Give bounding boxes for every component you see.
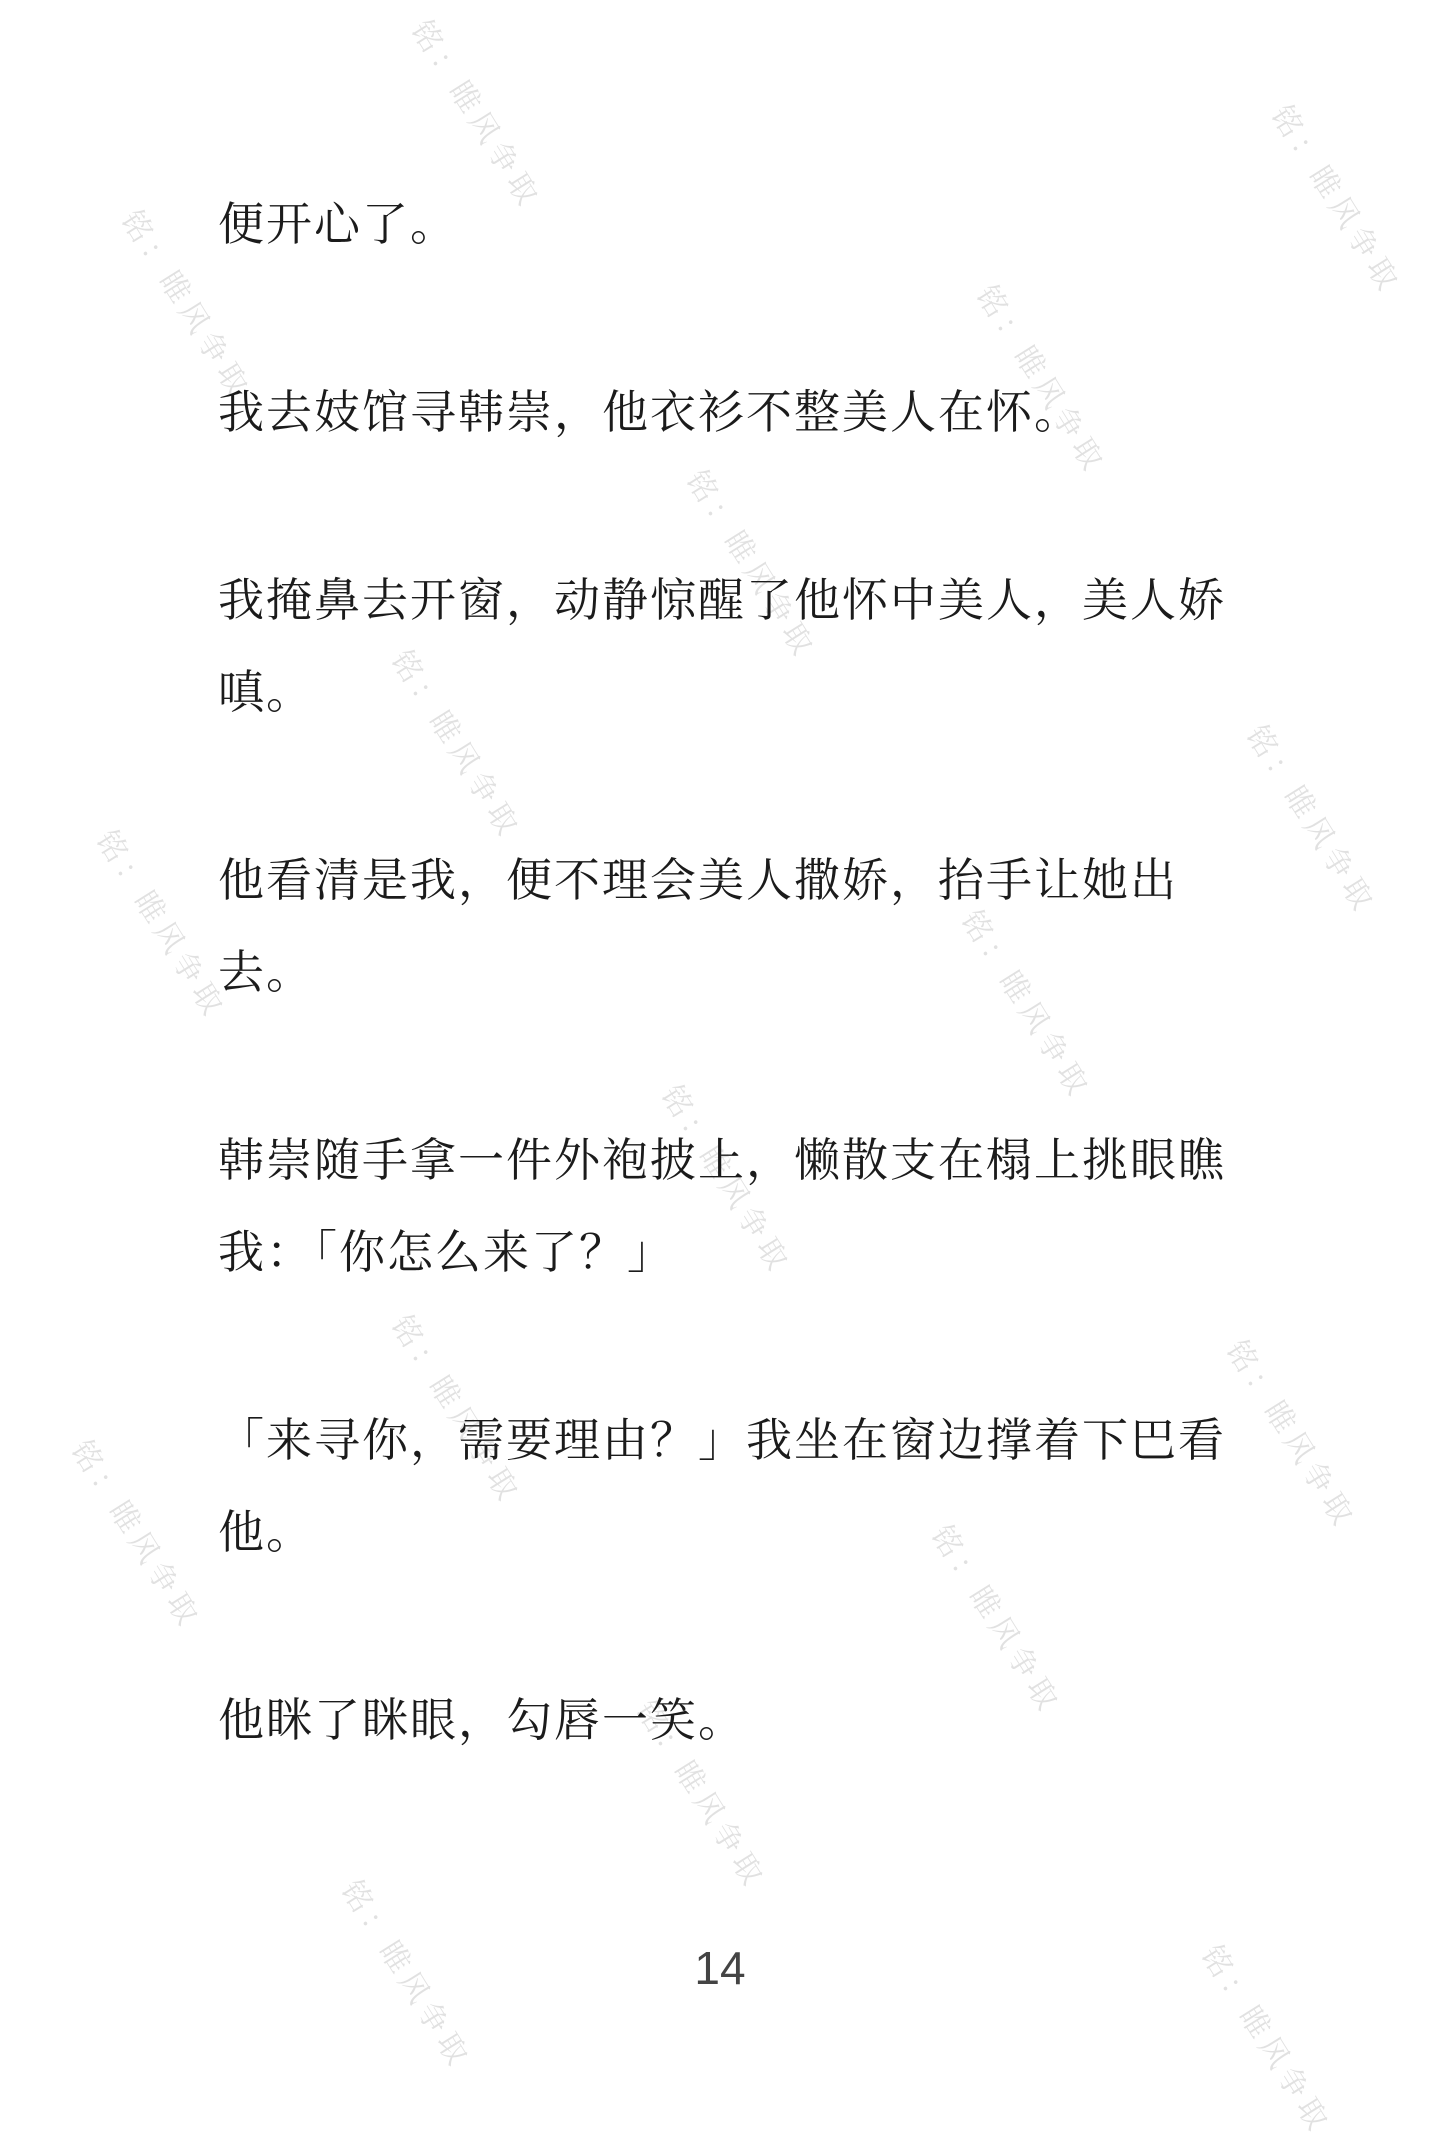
watermark: 铭：睢风争取 bbox=[63, 1434, 208, 1636]
watermark: 铭：睢风争取 bbox=[383, 644, 528, 846]
watermark: 铭：睢风争取 bbox=[113, 204, 258, 406]
watermark: 铭：睢风争取 bbox=[628, 1694, 773, 1896]
watermark: 铭：睢风争取 bbox=[968, 279, 1113, 481]
paragraph: 我掩鼻去开窗，动静惊醒了他怀中美人，美人娇嗔。 bbox=[218, 573, 1226, 719]
watermark: 铭：睢风争取 bbox=[1218, 1334, 1363, 1536]
watermark: 铭：睢风争取 bbox=[923, 1519, 1068, 1721]
watermark: 铭：睢风争取 bbox=[953, 904, 1098, 1106]
watermark: 铭：睢风争取 bbox=[1193, 1939, 1338, 2141]
watermark: 铭：睢风争取 bbox=[1263, 99, 1408, 301]
watermark: 铭：睢风争取 bbox=[333, 1874, 478, 2076]
paragraph: 「来寻你，需要理由？」我坐在窗边撑着下巴看他。 bbox=[218, 1413, 1226, 1559]
watermark: 铭：睢风争取 bbox=[403, 14, 548, 216]
watermark: 铭：睢风争取 bbox=[1238, 719, 1383, 921]
paragraph: 韩崇随手拿一件外袍披上，懒散支在榻上挑眼瞧我：「你怎么来了？」 bbox=[218, 1133, 1226, 1279]
paragraph: 便开心了。 bbox=[218, 197, 458, 251]
paragraph: 他眯了眯眼，勾唇一笑。 bbox=[218, 1693, 746, 1747]
body-text bbox=[218, 178, 1228, 1862]
watermark: 铭：睢风争取 bbox=[653, 1079, 798, 1281]
paragraph: 他看清是我，便不理会美人撒娇，抬手让她出去。 bbox=[218, 853, 1178, 999]
watermark: 铭：睢风争取 bbox=[678, 464, 823, 666]
page-number: 14 bbox=[694, 1942, 746, 1994]
watermark: 铭：睢风争取 bbox=[88, 824, 233, 1026]
watermark: 铭：睢风争取 bbox=[383, 1309, 528, 1511]
paragraph: 我去妓馆寻韩崇，他衣衫不整美人在怀。 bbox=[218, 385, 1082, 439]
